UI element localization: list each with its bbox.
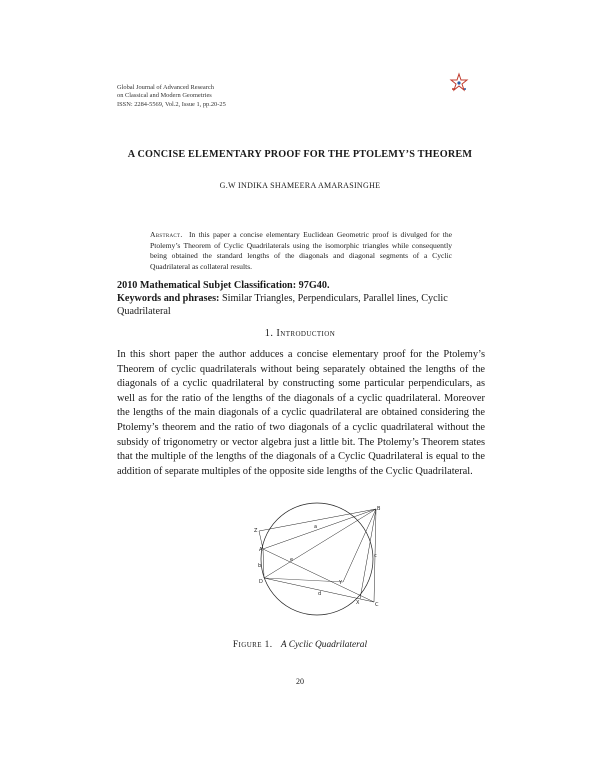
label-a: a <box>314 524 318 530</box>
abstract-text: In this paper a concise elementary Euclidean Geometric proof is divulged for the Ptolemy’s Theorem of Cyclic Quadrilaterals using the isomorphic triangles while consequently being obtained the standard lengths of the diagonals and diagonal segments of a Cyclic Quadrilateral as collateral results. <box>150 230 452 271</box>
label-Z: Z <box>254 528 258 534</box>
label-C: C <box>375 602 379 608</box>
label-Y: Y <box>339 580 343 586</box>
page-number: 20 <box>296 677 304 686</box>
line-A-B <box>263 509 376 549</box>
classification <box>117 280 485 293</box>
line-D-C <box>264 578 374 602</box>
label-D: D <box>259 579 263 585</box>
line-D-Y <box>264 578 343 582</box>
label-d: d <box>318 591 322 597</box>
section-heading <box>0 328 600 339</box>
label-X: X <box>356 600 360 606</box>
keywords <box>117 293 485 319</box>
label-B: B <box>377 506 381 512</box>
classification-value: 97G40. <box>298 280 330 291</box>
journal-issn: ISSN: 2284-5569, Vol.2, Issue 1, pp.20-25 <box>117 100 226 108</box>
journal-star-logo-icon <box>448 72 470 94</box>
label-A: A <box>259 547 263 553</box>
classification-label: 2010 Mathematical Subjet Classification: <box>117 280 297 291</box>
figure-caption-text: A Cyclic Quadrilateral <box>280 640 368 650</box>
label-c: c <box>374 553 377 559</box>
abstract-label: Abstract. <box>150 230 183 239</box>
paper-metadata <box>117 280 485 318</box>
section-number: 1. <box>264 328 274 339</box>
keywords-label: Keywords and phrases: <box>117 292 220 304</box>
figure-caption-label: Figure 1. <box>232 640 273 650</box>
label-b: b <box>258 563 262 569</box>
journal-info <box>117 84 226 109</box>
section-title: Introduction <box>276 328 336 339</box>
introduction-paragraph: In this short paper the author adduces a concise elementary proof for the Ptolemy’s Theorem of cyclic quadrilaterals without being separately obtained the lengths of the diagonals of a cyclic quadrilateral by constructing some particular perpendiculars, as well as for the ratio of the lengths of the diagonals of a cyclic quadrilateral. Moreover the lengths of the main diagonals of a cyclic quadrilateral are obtained considering the Ptolemy’s theorem and the ratio of two diagonals of a cyclic quadrilateral without the subsidy of trigonometry or vector algebra just a little bit. The Ptolemy’s Theorem states that the multiple of the lengths of the diagonals of a Cyclic Quadrilateral is equal to the addition of separate multiples of the opposite side lengths of the Cyclic Quadrilateral. <box>117 349 485 477</box>
label-e: e <box>290 557 294 563</box>
cyclic-quadrilateral-figure <box>250 494 390 624</box>
figure-caption <box>0 640 600 650</box>
keywords-value: Similar Triangles, Perpendiculars, Parallel lines, Cyclic Quadrilateral <box>117 292 448 317</box>
journal-name-line2: on Classical and Modern Geometries <box>117 92 212 100</box>
journal-name-line1: Global Journal of Advanced Research <box>117 84 214 91</box>
paper-title: A CONCISE ELEMENTARY PROOF FOR THE PTOLEMY’S THEOREM <box>127 149 473 160</box>
author-name: G.W INDIKA SHAMEERA AMARASINGHE <box>219 181 381 190</box>
abstract <box>150 230 452 272</box>
